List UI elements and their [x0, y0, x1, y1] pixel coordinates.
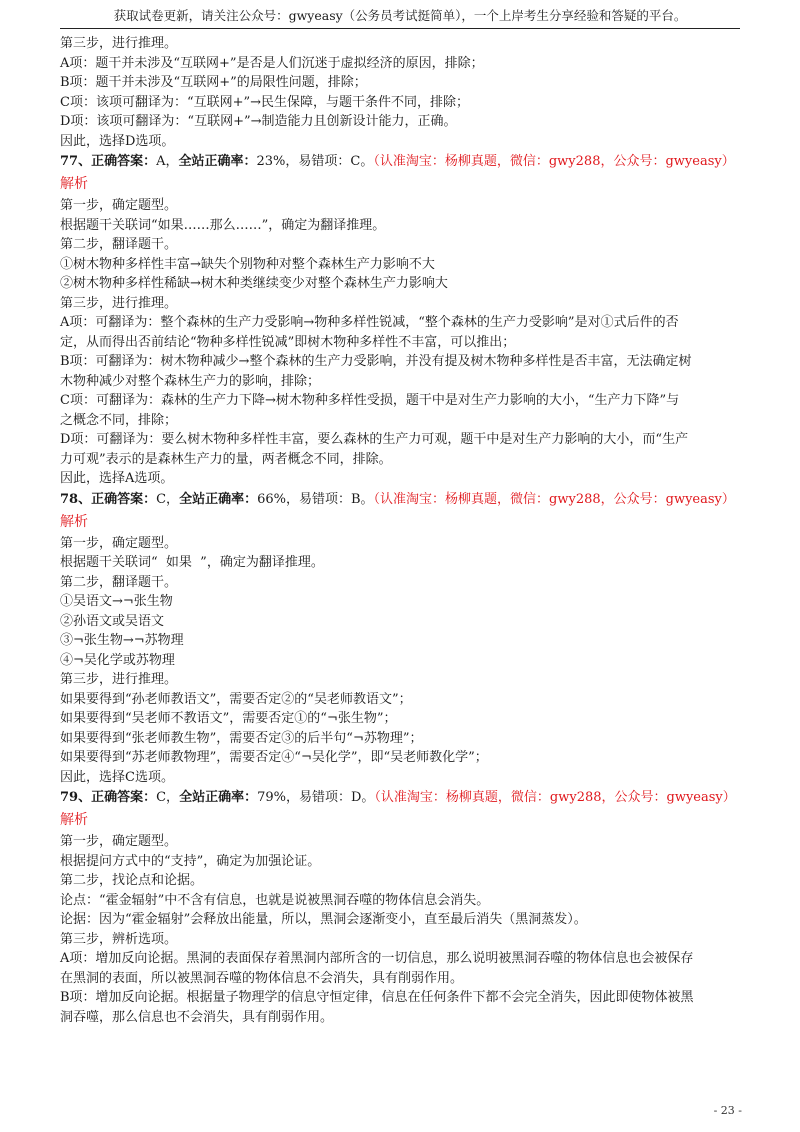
intro-line: A项：题干并未涉及“互联网+”是否是人们沉迷于虚拟经济的原因，排除；	[60, 55, 484, 71]
answer-header	[60, 489, 750, 511]
analysis-line: 根据题干关联词“ 如果 ”，确定为翻译推理。	[60, 555, 324, 570]
analysis-line: 第二步，找论点和论据。	[60, 873, 204, 888]
answer-label: 正确答案：	[91, 491, 157, 507]
analysis-line: 第一步，确定题型。	[60, 198, 178, 213]
answer-header	[60, 787, 750, 809]
analysis-line: A项：可翻译为：整个森林的生产力受影响→物种多样性锐减，“整个森林的生产力受影响”是对①式后件的否	[60, 315, 679, 330]
question-number: 77、	[60, 154, 92, 169]
analysis-line: 第一步，确定题型。	[60, 535, 178, 551]
intro-line: C项：该项可翻译为：“互联网+”→民生保障，与题干条件不同，排除；	[60, 94, 470, 110]
analysis-line: C项：可翻译为：森林的生产力下降→树木物种多样性受损，题干中是对生产力影响的大小，“生产力下降”与	[60, 393, 680, 408]
analysis-line: B项：增加反向论据。根据量子物理学的信息守恒定律，信息在任何条件下都不会完全消失，因此即使物体被黑	[60, 990, 694, 1005]
analysis-line: 根据提问方式中的“支持”，确定为加强论证。	[60, 853, 321, 869]
intro-line: D项：该项可翻译为：“互联网+”→制造能力且创新设计能力，正确。	[60, 114, 457, 129]
analysis-line: 论点：“霍金辐射”中不含有信息，也就是说被黑洞吞噬的物体信息会消失。	[60, 892, 490, 908]
analysis-line: ①树木物种多样性丰富→缺失个别物种对整个森林生产力影响不大	[60, 256, 435, 272]
analysis-line: 第二步，翻译题干。	[60, 574, 178, 590]
analysis-line: 如果要得到“张老师教生物”，需要否定③的后半句“¬苏物理”；	[60, 730, 423, 746]
analysis-line: 论据：因为“霍金辐射”会释放出能量，所以，黑洞会逐渐变小，直至最后消失（黑洞蒸发）。	[60, 912, 587, 927]
question-78	[60, 489, 750, 788]
analysis-line: 第三步，进行推理。	[60, 295, 178, 311]
answer-value: A，	[156, 154, 179, 169]
analysis-line: ①吴语文→¬张生物	[60, 594, 173, 609]
intro-line: B项：题干并未涉及“互联网+”的局限性问题，排除；	[60, 75, 367, 90]
question-77	[60, 151, 750, 489]
analysis-line: 如果要得到“苏老师教物理”，需要否定④“¬吴化学”，即“吴老师教化学”；	[60, 750, 488, 765]
analysis-line: 第三步，进行推理。	[60, 672, 178, 687]
intro-line: 第三步，进行推理。	[60, 36, 178, 51]
promo-text: （认准淘宝：杨柳真题，微信：gwy288，公众号：gwyeasy）	[373, 491, 735, 507]
rate-value: 23%，易错项：C。	[256, 154, 374, 169]
answer-label: 正确答案：	[91, 790, 157, 805]
analysis-line: 第二步，翻译题干。	[60, 237, 178, 252]
answer-label: 正确答案：	[91, 154, 157, 169]
promo-text: （认准淘宝：杨柳真题，微信：gwy288，公众号：gwyeasy）	[374, 790, 736, 805]
intro-block	[60, 34, 750, 151]
header-divider	[60, 28, 740, 29]
question-79	[60, 787, 750, 1027]
intro-line: 因此，选择D选项。	[60, 133, 175, 149]
analysis-line: 如果要得到“孙老师教语文”，需要否定②的“吴老师教语文”；	[60, 691, 412, 707]
analysis-line: A项：增加反向论据。黑洞的表面保存着黑洞内部所含的一切信息，那么说明被黑洞吞噬的物体信息也会被保存	[60, 951, 694, 966]
analysis-line: ④¬吴化学或苏物理	[60, 652, 175, 668]
analysis-line: 在黑洞的表面，所以被黑洞吞噬的物体信息不会消失，具有削弱作用。	[60, 970, 464, 986]
analysis-line: ③¬张生物→¬苏物理	[60, 633, 184, 648]
page-number: - 23 -	[713, 1104, 742, 1117]
analysis-line: 如果要得到“吴老师不教语文”，需要否定①的“¬张生物”；	[60, 711, 397, 726]
analysis-heading: 解析	[60, 513, 88, 530]
analysis-line: 定，从而得出否前结论“物种多样性锐减”即树木物种多样性不丰富，可以推出；	[60, 334, 516, 350]
analysis-line: 第三步，辨析选项。	[60, 931, 178, 947]
analysis-line: 木物种减少对整个森林生产力的影响，排除；	[60, 373, 321, 389]
analysis-line: D项：可翻译为：要么树木物种多样性丰富，要么森林的生产力可观，题干中是对生产力影响的大小，而“生产	[60, 432, 689, 447]
analysis-line: 之概念不同，排除；	[60, 412, 178, 428]
answer-value: C，	[156, 790, 180, 805]
analysis-heading: 解析	[60, 812, 88, 828]
analysis-line: B项：可翻译为：树木物种减少→整个森林的生产力受影响，并没有提及树木物种多样性是否丰富，无法确定树	[60, 354, 692, 369]
rate-label: 全站正确率：	[178, 154, 257, 169]
analysis-line: 第一步，确定题型。	[60, 834, 178, 849]
analysis-line: 因此，选择A选项。	[60, 471, 174, 486]
analysis-line: 根据题干关联词“如果……那么……”，确定为翻译推理。	[60, 217, 386, 233]
analysis-line: 力可观”表示的是森林生产力的量，两者概念不同，排除。	[60, 451, 392, 467]
rate-value: 79%，易错项：D。	[257, 790, 375, 805]
question-number: 79、	[60, 790, 92, 805]
rate-label: 全站正确率：	[179, 790, 258, 805]
page-header: 获取试卷更新，请关注公众号：gwyeasy（公务员考试挺简单），一个上岸考生分享经验和答疑的平台。	[113, 8, 687, 23]
answer-header	[60, 151, 750, 173]
question-number: 78、	[60, 491, 92, 507]
analysis-line: ②孙语文或吴语文	[60, 613, 165, 629]
analysis-line: ②树木物种多样性稀缺→树木种类继续变少对整个森林生产力影响大	[60, 276, 448, 291]
analysis-heading: 解析	[60, 176, 88, 192]
document-body	[60, 34, 750, 1027]
analysis-line: 洞吞噬，那么信息也不会消失，具有削弱作用。	[60, 1009, 334, 1025]
rate-value: 66%，易错项：B。	[257, 491, 374, 507]
answer-value: C，	[156, 491, 180, 507]
promo-text: （认准淘宝：杨柳真题，微信：gwy288，公众号：gwyeasy）	[373, 154, 735, 169]
analysis-line: 因此，选择C选项。	[60, 769, 174, 785]
rate-label: 全站正确率：	[179, 491, 258, 507]
